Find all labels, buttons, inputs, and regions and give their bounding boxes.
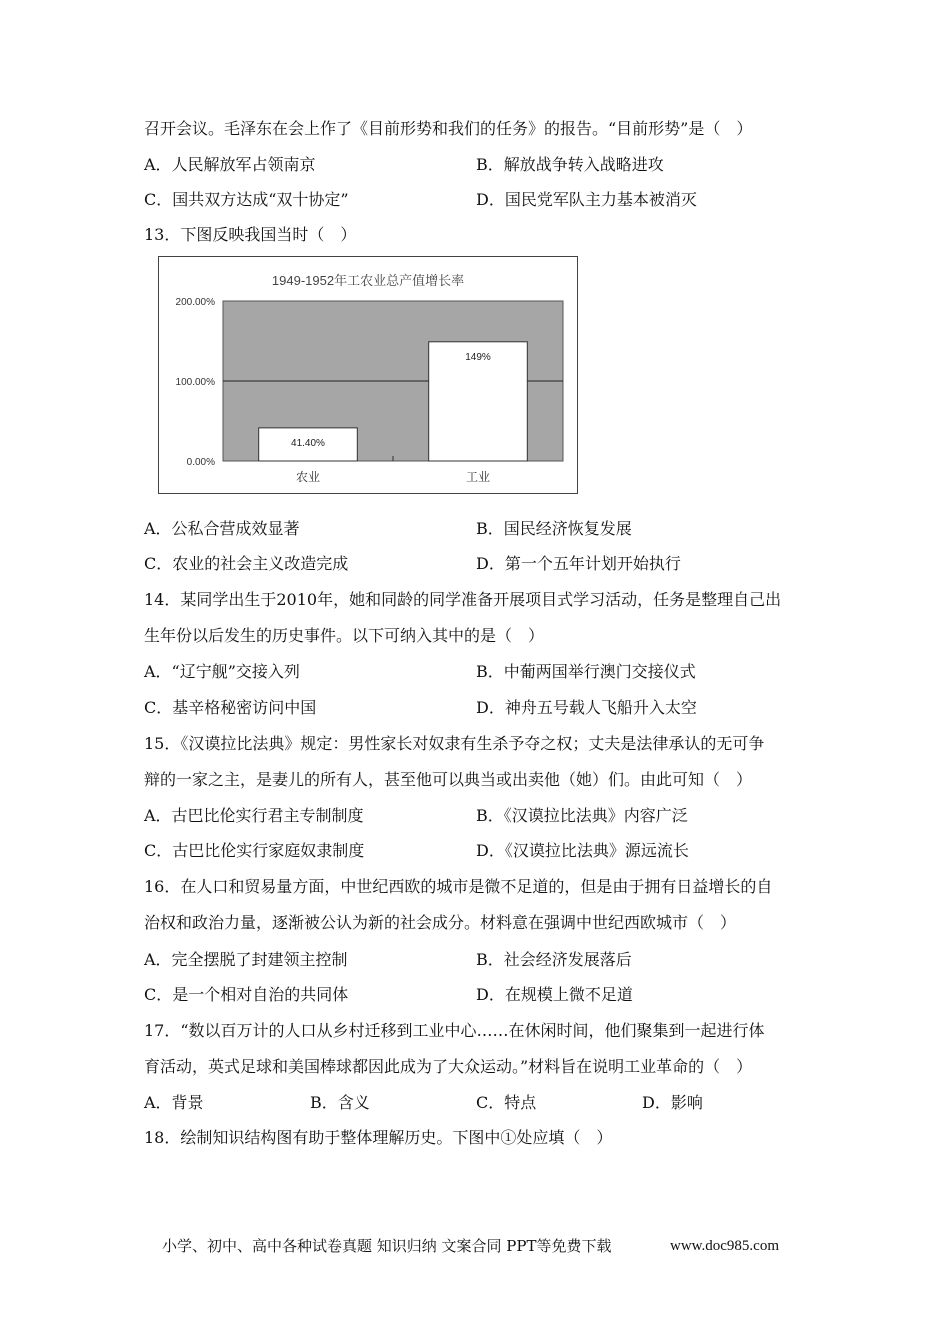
q16-option-a: A．完全摆脱了封建领主控制 <box>144 950 348 969</box>
q14-option-d: D．神舟五号载人飞船升入太空 <box>476 698 697 717</box>
q15-stem-line1: 15．《汉谟拉比法典》规定：男性家长对奴隶有生杀予夺之权；丈夫是法律承认的无可争 <box>144 734 765 753</box>
q16-option-b: B．社会经济发展落后 <box>476 950 632 969</box>
q17-option-b: B．含义 <box>310 1093 370 1112</box>
q14-stem-line2: 生年份以后发生的历史事件。以下可纳入其中的是（ ） <box>144 626 545 645</box>
growth-rate-chart <box>158 256 578 494</box>
bar-value-label: 149% <box>465 351 491 363</box>
q14-option-c: C．基辛格秘密访问中国 <box>144 698 317 717</box>
q15-option-a: A．古巴比伦实行君主专制制度 <box>144 806 364 825</box>
q15-option-d: D．《汉谟拉比法典》源远流长 <box>476 841 689 860</box>
q17-stem-line1: 17．“数以百万计的人口从乡村迁移到工业中心……在休闲时间，他们聚集到一起进行体 <box>144 1021 765 1040</box>
q15-option-c: C．古巴比伦实行家庭奴隶制度 <box>144 841 365 860</box>
y-tick-label: 200.00% <box>175 297 215 308</box>
q16-stem-line2: 治权和政治力量，逐渐被公认为新的社会成分。材料意在强调中世纪西欧城市（ ） <box>144 913 737 932</box>
q12-option-a: A．人民解放军占领南京 <box>144 155 316 174</box>
chart-svg <box>159 257 577 493</box>
q13-option-b: B．国民经济恢复发展 <box>476 519 632 538</box>
q16-stem-line1: 16．在人口和贸易量方面，中世纪西欧的城市是微不足道的，但是由于拥有日益增长的自 <box>144 877 773 896</box>
bar-value-label: 41.40% <box>291 437 325 449</box>
q15-stem-line2: 辩的一家之主，是妻儿的所有人，甚至他可以典当或出卖他（她）们。由此可知（ ） <box>144 770 753 789</box>
q13-option-a: A．公私合营成效显著 <box>144 519 300 538</box>
q17-option-c: C．特点 <box>476 1093 537 1112</box>
q12-option-d: D．国民党军队主力基本被消灭 <box>476 190 697 209</box>
q17-option-a: A．背景 <box>144 1093 204 1112</box>
chart-title: 1949-1952年工农业总产值增长率 <box>271 273 465 288</box>
footer-website-link[interactable]: www.doc985.com <box>670 1238 780 1254</box>
q18-stem: 18．绘制知识结构图有助于整体理解历史。下图中①处应填（ ） <box>144 1128 613 1147</box>
q14-option-b: B．中葡两国举行澳门交接仪式 <box>476 662 696 681</box>
q16-option-c: C．是一个相对自治的共同体 <box>144 985 349 1004</box>
q12-option-b: B．解放战争转入战略进攻 <box>476 155 664 174</box>
q12-option-c: C．国共双方达成“双十协定” <box>144 190 349 209</box>
q13-option-d: D．第一个五年计划开始执行 <box>476 554 681 573</box>
x-category-label: 农业 <box>295 470 321 484</box>
q17-stem-line2: 育活动，英式足球和美国棒球都因此成为了大众运动。”材料旨在说明工业革命的（ ） <box>144 1057 753 1076</box>
q16-option-d: D．在规模上微不足道 <box>476 985 633 1004</box>
q17-option-d: D．影响 <box>642 1093 703 1112</box>
q14-stem-line1: 14．某同学出生于2010年，她和同龄的同学准备开展项目式学习活动，任务是整理自己出 <box>144 590 782 609</box>
q14-option-a: A．“辽宁舰”交接入列 <box>144 662 300 681</box>
y-tick-label: 0.00% <box>186 457 215 468</box>
q12-stem-continuation: 召开会议。毛泽东在会上作了《目前形势和我们的任务》的报告。“目前形势”是（ ） <box>144 119 753 138</box>
q15-option-b: B．《汉谟拉比法典》内容广泛 <box>476 806 688 825</box>
y-tick-label: 100.00% <box>175 377 215 388</box>
x-category-label: 工业 <box>465 470 491 484</box>
footer-promo-text: 小学、初中、高中各种试卷真题 知识归纳 文案合同 PPT等免费下载 <box>162 1237 612 1255</box>
q13-stem: 13．下图反映我国当时（ ） <box>144 225 357 244</box>
q13-option-c: C．农业的社会主义改造完成 <box>144 554 349 573</box>
